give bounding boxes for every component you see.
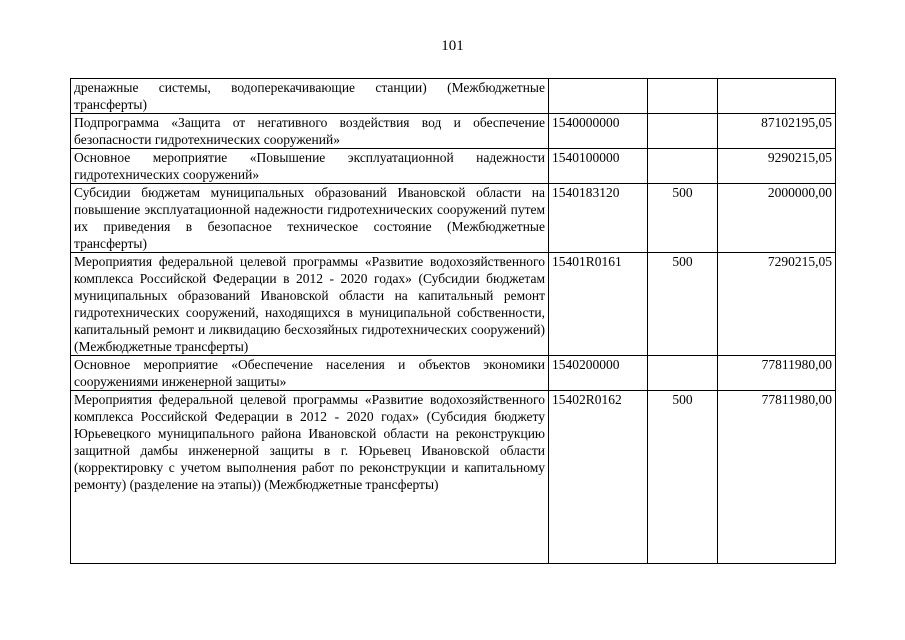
row-type-cell: 500 <box>648 184 718 253</box>
row-code-cell: 1540183120 <box>549 184 648 253</box>
row-amount-cell: 9290215,05 <box>718 149 836 184</box>
row-amount-cell: 77811980,00 <box>718 391 836 564</box>
table-row <box>71 79 836 114</box>
row-code-cell: 1540200000 <box>549 356 648 391</box>
row-code-cell: 15401R0161 <box>549 253 648 356</box>
budget-table <box>70 78 836 564</box>
row-type-cell <box>648 114 718 149</box>
row-type-cell <box>648 79 718 114</box>
row-type-cell: 500 <box>648 253 718 356</box>
row-type-cell: 500 <box>648 391 718 564</box>
row-name-cell: Мероприятия федеральной целевой программы «Развитие водохозяйственного комплекса Российской Федерации в 2012 - 2020 годах» (Субсидии бюджетам муниципальных образований Ивановской области на капитальный ремонт гидротехнических сооружений, находящихся в муниципальной собственности, капитальный ремонт и ликвидацию бесхозяйных гидротехнических сооружений) (Межбюджетные трансферты) <box>71 253 549 356</box>
row-amount-cell: 7290215,05 <box>718 253 836 356</box>
row-type-cell <box>648 149 718 184</box>
row-type-cell <box>648 356 718 391</box>
row-code-cell: 1540000000 <box>549 114 648 149</box>
row-amount-cell: 77811980,00 <box>718 356 836 391</box>
table-row <box>71 391 836 564</box>
row-amount-cell: 2000000,00 <box>718 184 836 253</box>
table-row <box>71 253 836 356</box>
table-row <box>71 149 836 184</box>
table-row <box>71 356 836 391</box>
page-number: 101 <box>441 38 464 54</box>
row-name-cell: Подпрограмма «Защита от негативного воздействия вод и обеспечение безопасности гидротехнических сооружений» <box>71 114 549 149</box>
row-code-cell: 1540100000 <box>549 149 648 184</box>
row-amount-cell: 87102195,05 <box>718 114 836 149</box>
row-code-cell <box>549 79 648 114</box>
row-code-cell: 15402R0162 <box>549 391 648 564</box>
row-name-cell: Основное мероприятие «Повышение эксплуатационной надежности гидротехнических сооружений» <box>71 149 549 184</box>
row-name-cell: Основное мероприятие «Обеспечение населения и объектов экономики сооружениями инженерной защиты» <box>71 356 549 391</box>
row-name-cell: дренажные системы, водоперекачивающие станции) (Межбюджетные трансферты) <box>71 79 549 114</box>
row-amount-cell <box>718 79 836 114</box>
table-row <box>71 114 836 149</box>
row-name-cell: Мероприятия федеральной целевой программы «Развитие водохозяйственного комплекса Российской Федерации в 2012 - 2020 годах» (Субсидия бюджету Юрьевецкого муниципального района Ивановской области на реконструкцию защитной дамбы инженерной защиты в г. Юрьевец Ивановской области (корректировку с учетом выполнения работ по реконструкции и капитальному ремонту) (разделение на этапы)) (Межбюджетные трансферты) <box>71 391 549 564</box>
row-name-cell: Субсидии бюджетам муниципальных образований Ивановской области на повышение эксплуатационной надежности гидротехнических сооружений путем их приведения в безопасное техническое состояние (Межбюджетные трансферты) <box>71 184 549 253</box>
table-row <box>71 184 836 253</box>
